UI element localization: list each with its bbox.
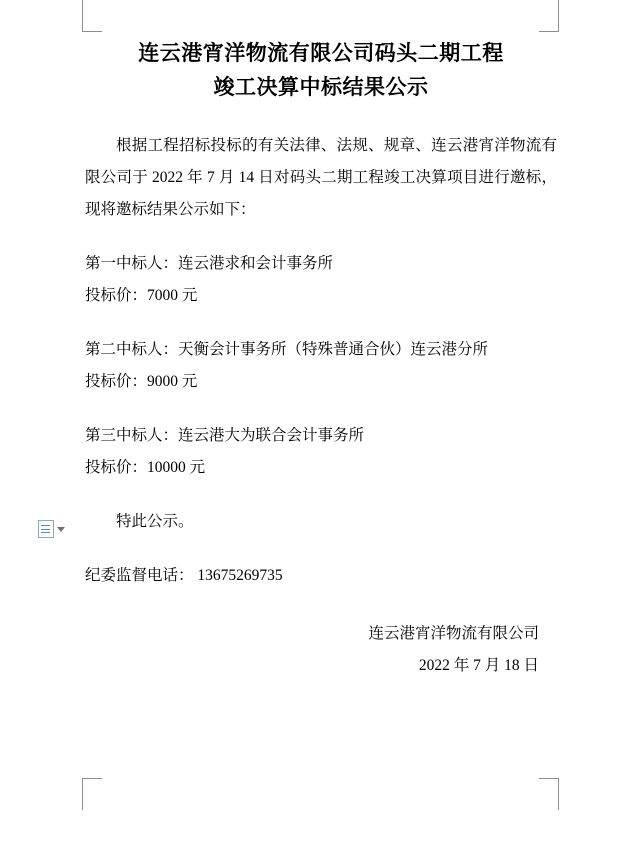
signature-block — [85, 618, 557, 682]
winner-1-price: 投标价：7000 元 — [85, 287, 198, 304]
winner-2-name: 第二中标人：天衡会计事务所（特殊普通合伙）连云港分所 — [85, 341, 489, 358]
spacer — [85, 538, 557, 560]
winner-2-price: 投标价：9000 元 — [85, 373, 198, 390]
signature-company: 连云港宵洋物流有限公司 — [368, 625, 539, 642]
spacer — [85, 104, 557, 130]
page-title-line-2: 竣工决算中标结果公示 — [213, 75, 429, 99]
winner-3-price: 投标价：10000 元 — [85, 459, 206, 476]
spacer — [85, 312, 557, 334]
spacer — [85, 226, 557, 248]
spacer — [85, 484, 557, 506]
closing-paragraph: 特此公示。 — [116, 513, 194, 530]
winner-1-name: 第一中标人：连云港求和会计事务所 — [85, 255, 334, 272]
winner-3-name: 第三中标人：连云港大为联合会计事务所 — [85, 427, 365, 444]
document-body — [85, 0, 557, 860]
page-title-line-1: 连云港宵洋物流有限公司码头二期工程 — [138, 41, 504, 65]
signature-date: 2022 年 7 月 18 日 — [418, 657, 539, 674]
supervision-phone: 纪委监督电话： 13675269735 — [85, 567, 283, 584]
margin-comment-widget[interactable] — [38, 520, 68, 538]
spacer — [85, 398, 557, 420]
page-title — [85, 36, 557, 104]
intro-paragraph: 根据工程招标投标的有关法律、法规、规章、连云港宵洋物流有限公司于 2022 年 7 月 14 日对码头二期工程竣工决算项目进行邀标，现将邀标结果公示如下： — [85, 137, 557, 218]
document-comment-icon[interactable] — [38, 520, 54, 538]
chevron-down-icon[interactable] — [57, 527, 65, 532]
